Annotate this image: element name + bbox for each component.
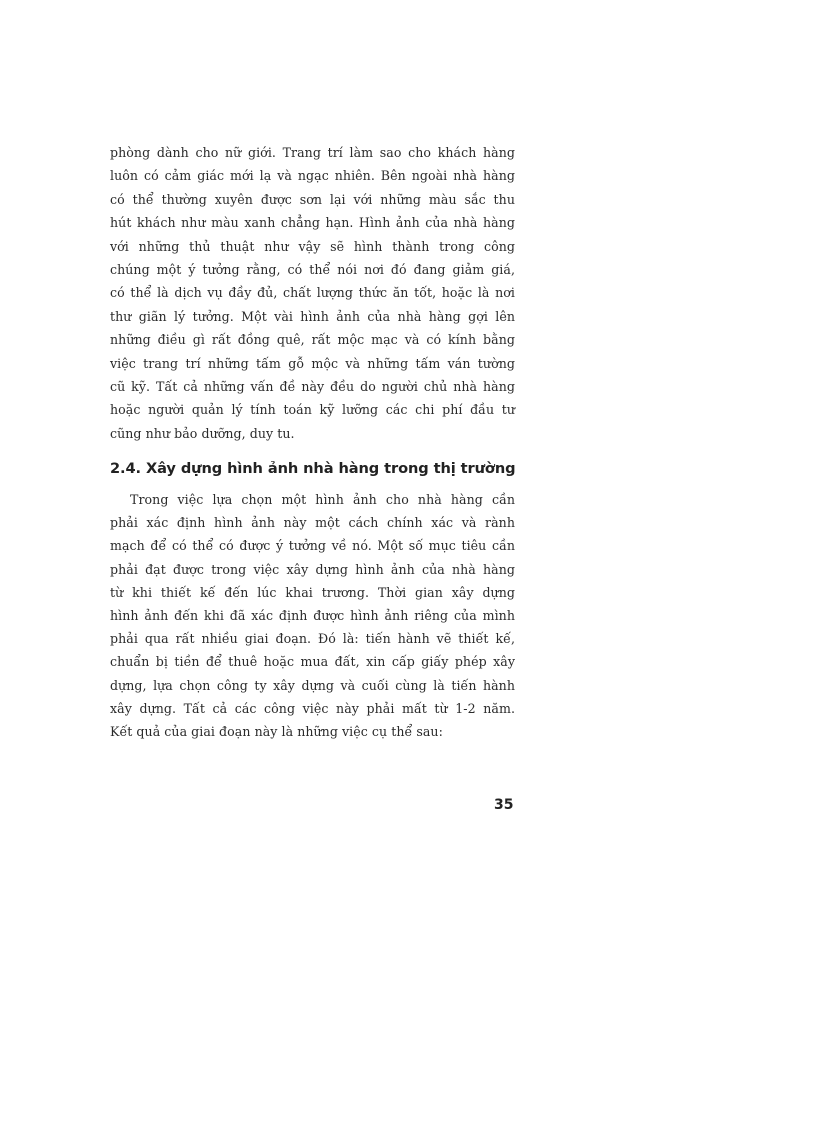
text-line: có thể thường xuyên được sơn lại với những màu sắc thu — [110, 191, 515, 207]
page-number: 35 — [494, 797, 514, 813]
text-line: Kết quả của giai đoạn này là những việc cụ thể sau: — [110, 723, 443, 739]
text-line: hình ảnh đến khi đã xác định được hình ảnh riêng của mình — [110, 607, 515, 623]
text-line: phải đạt được trong việc xây dựng hình ảnh của nhà hàng — [110, 561, 515, 577]
body-paragraph-section — [110, 488, 515, 743]
text-line: hoặc người quản lý tính toán kỹ lưỡng các chi phí đầu tư — [110, 402, 515, 418]
text-line: với những thủ thuật như vậy sẽ hình thành trong công — [110, 238, 515, 254]
text-line: chuẩn bị tiền để thuê hoặc mua đất, xin cấp giấy phép xây — [110, 654, 515, 670]
text-line: cũng như bảo dưỡng, duy tu. — [110, 425, 295, 441]
text-line: thư giãn lý tưởng. Một vài hình ảnh của nhà hàng gợi lên — [110, 308, 515, 324]
text-line: cũ kỹ. Tất cả những vấn đề này đều do người chủ nhà hàng — [110, 378, 515, 394]
text-line: dựng, lựa chọn công ty xây dựng và cuối cùng là tiến hành — [110, 677, 515, 693]
text-line: chúng một ý tưởng rằng, có thể nói nơi đó đang giảm giá, — [110, 261, 515, 277]
text-line: những điều gì rất đồng quê, rất mộc mạc và có kính bằng — [110, 332, 515, 348]
text-line: hút khách như màu xanh chẳng hạn. Hình ảnh của nhà hàng — [110, 215, 515, 231]
text-line: phòng dành cho nữ giới. Trang trí làm sao cho khách hàng — [110, 145, 515, 160]
section-heading: 2.4. Xây dựng hình ảnh nhà hàng trong thị trường — [110, 460, 516, 477]
text-line: có thể là dịch vụ đầy đủ, chất lượng thức ăn tốt, hoặc là nơi — [110, 285, 515, 301]
text-line: phải qua rất nhiều giai đoạn. Đó là: tiến hành vẽ thiết kế, — [110, 631, 515, 647]
text-line: mạch để có thể có được ý tưởng về nó. Một số mục tiêu cần — [110, 538, 515, 554]
text-line: xây dựng. Tất cả các công việc này phải mất từ 1-2 năm. — [110, 700, 515, 716]
body-paragraph-top — [110, 141, 515, 445]
text-line: từ khi thiết kế đến lúc khai trương. Thời gian xây dựng — [110, 584, 515, 600]
text-line: phải xác định hình ảnh này một cách chính xác và rành — [110, 515, 515, 531]
text-line-indented: Trong việc lựa chọn một hình ảnh cho nhà hàng cần — [130, 492, 515, 507]
text-line: luôn có cảm giác mới lạ và ngạc nhiên. Bên ngoài nhà hàng — [110, 168, 515, 184]
text-line: việc trang trí những tấm gỗ mộc và những tấm ván tường — [110, 355, 515, 371]
